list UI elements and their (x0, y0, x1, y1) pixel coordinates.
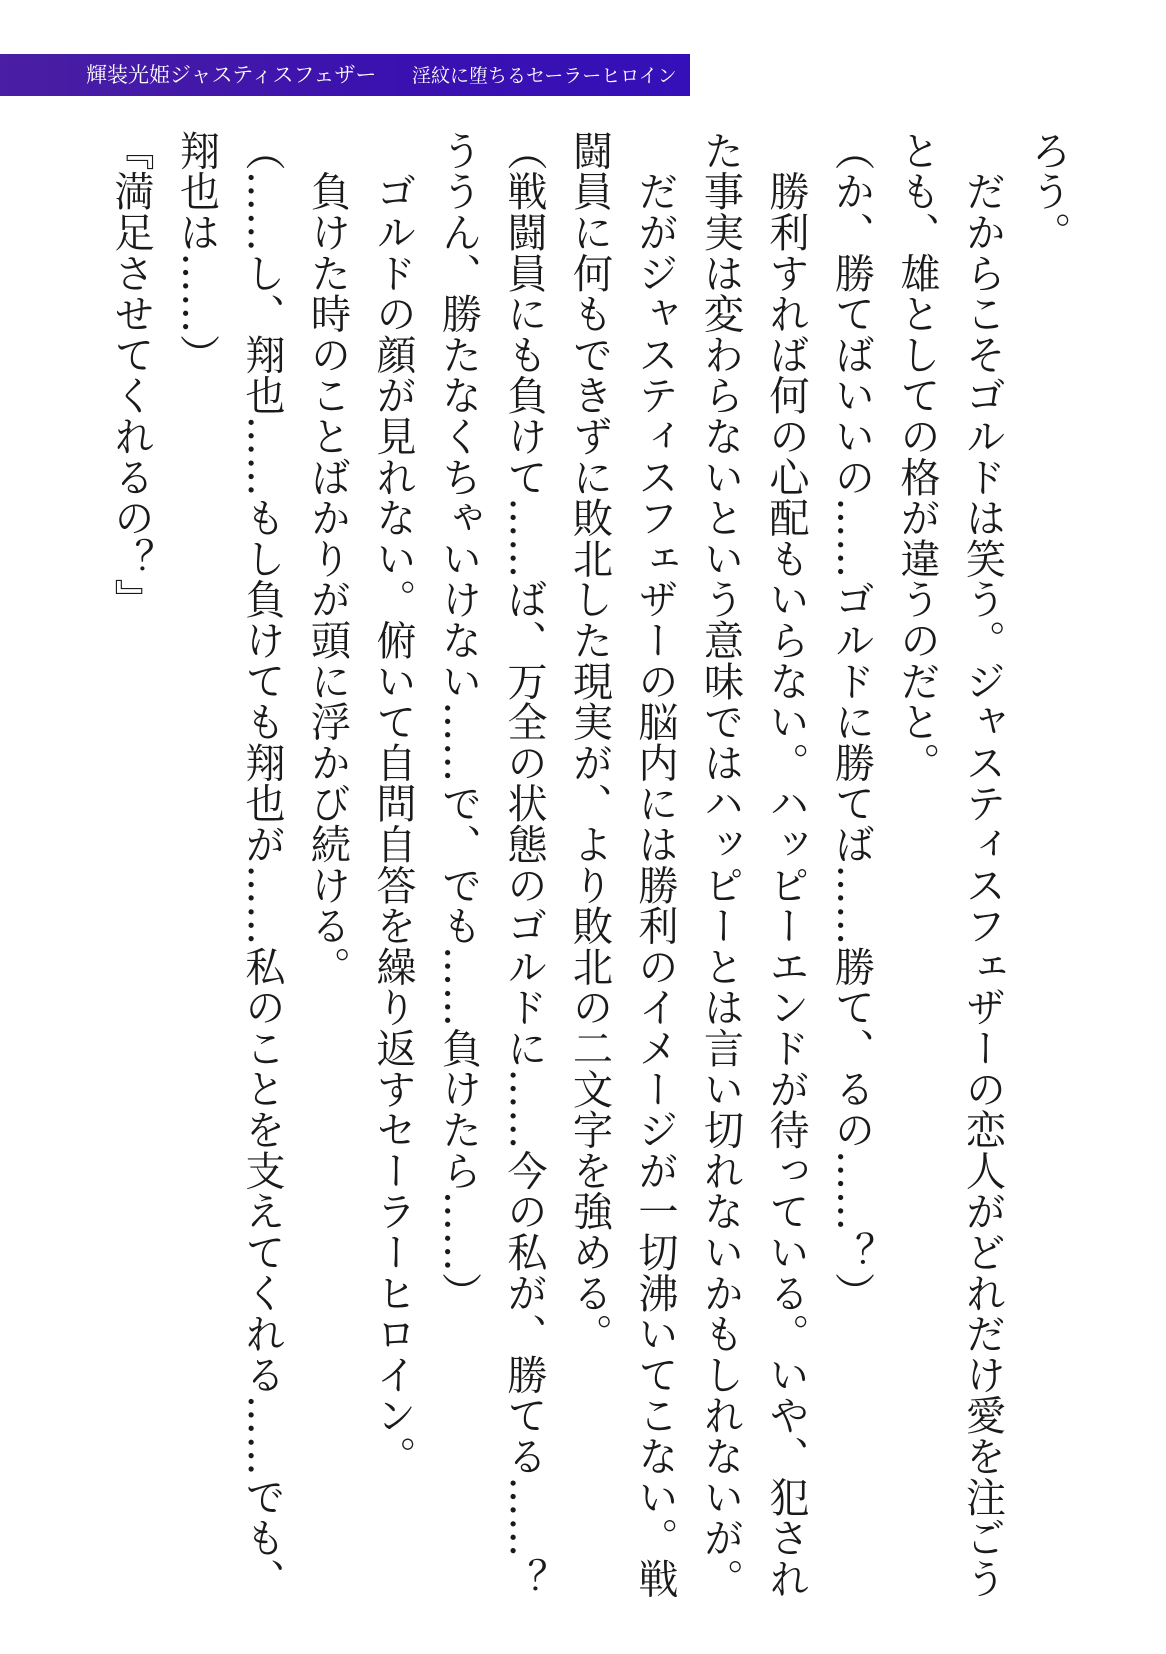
header-band (0, 54, 690, 96)
book-subtitle: 淫紋に堕ちるセーラーヒロイン (412, 65, 677, 87)
paragraph: 負けた時のことばかりが頭に浮かび続ける。 (304, 130, 351, 987)
paragraph: （……し、翔也……もし負けても翔也が……私のことを支えてくれる……でも、翔也は……） (173, 130, 285, 1599)
book-title: 輝装光姫ジャスティスフェザー (86, 63, 377, 87)
vertical-body-text (108, 130, 1080, 1640)
paragraph: 勝利すれば何の心配もいらない。ハッピーエンドが待っている。いや、犯された事実は変わらないという意味ではハッピーとは言い切れないかもしれないが。 (697, 130, 809, 1599)
paragraph: だからこそゴルドは笑う。ジャスティスフェザーの恋人がどれだけ愛を注ごうとも、雄としての格が違うのだと。 (894, 130, 1006, 1599)
paragraph: ろう。 (1025, 130, 1071, 253)
paragraph: （戦闘員にも負けて……ば、万全の状態のゴルドに……今の私が、勝てる……？ ううん、勝たなくちゃいけない……で、でも……負けたら……） (435, 130, 547, 1640)
paragraph: ゴルドの顔が見れない。俯いて自問自答を繰り返すセーラーヒロイン。 (370, 130, 416, 1477)
paragraph: だがジャスティスフェザーの脳内には勝利のイメージが一切沸いてこない。戦闘員に何もできずに敗北した現実が、より敗北の二文字を強める。 (566, 130, 678, 1599)
paragraph: （か、勝てばいいの……ゴルドに勝てば……勝て、るの……？） (828, 130, 875, 1314)
paragraph: 『満足させてくれるの？』 (108, 130, 154, 620)
